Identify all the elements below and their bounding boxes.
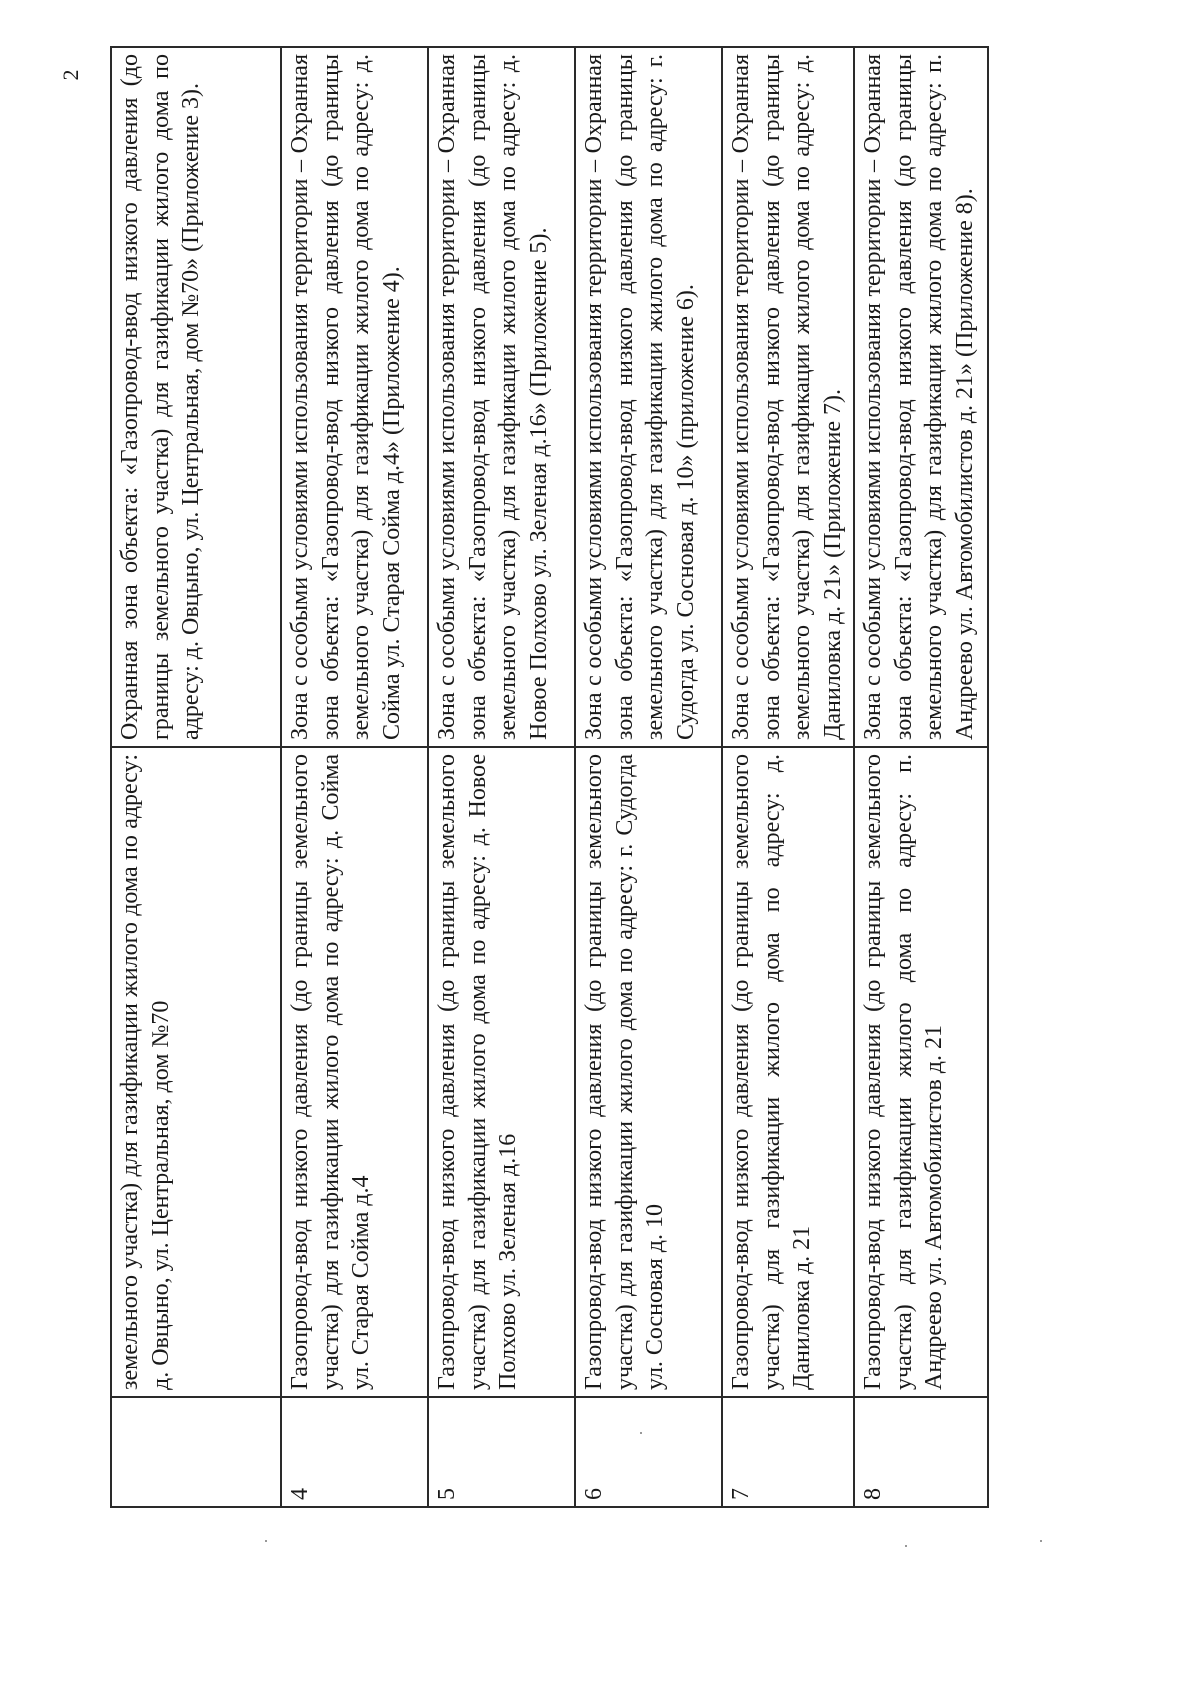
object-description: Газопровод-ввод низкого давления (до границы земельного участка) для газификации жилого дома по адресу: д. Сойма ул. Старая Сойма д.4 [281,747,428,1397]
object-description: Газопровод-ввод низкого давления (до границы земельного участка) для газификации жилого дома по адресу: д. Новое Полхово ул. Зеленая д.16 [428,747,575,1397]
protection-zone-description: Зона с особыми условиями использования территории – Охранная зона объекта: «Газопровод-ввод низкого давления (до границы земельного участка) для газификации жилого дома по адресу: д. Сойма ул. Старая Сойма д.4» (Приложение 4). [281,47,428,747]
protection-zone-description: Зона с особыми условиями использования территории – Охранная зона объекта: «Газопровод-ввод низкого давления (до границы земельного участка) для газификации жилого дома по адресу: д. Даниловка д. 21» (Приложение 7). [722,47,854,747]
table-row [854,47,988,1507]
row-number: 8 [854,1397,988,1507]
scan-speck [640,1432,642,1434]
row-number: 4 [281,1397,428,1507]
object-description: Газопровод-ввод низкого давления (до границы земельного участка) для газификации жилого дома по адресу: п. Андреево ул. Автомобилистов д. 21 [854,747,988,1397]
object-description: Газопровод-ввод низкого давления (до границы земельного участка) для газификации жилого дома по адресу: г. Судогда ул. Сосновая д. 10 [575,747,722,1397]
protection-zone-description: Зона с особыми условиями использования территории – Охранная зона объекта: «Газопровод-ввод низкого давления (до границы земельного участка) для газификации жилого дома по адресу: п. Андреево ул. Автомобилистов д. 21» (Приложение 8). [854,47,988,747]
row-number: 6 [575,1397,722,1507]
row-number: 7 [722,1397,854,1507]
table-row [281,47,428,1507]
table-row [428,47,575,1507]
row-number: 5 [428,1397,575,1507]
scan-speck [905,1545,907,1547]
object-description: земельного участка) для газификации жилого дома по адресу: д. Овцыно, ул. Центральная, дом №70 [111,747,281,1397]
protection-zone-description: Зона с особыми условиями использования территории – Охранная зона объекта: «Газопровод-ввод низкого давления (до границы земельного участка) для газификации жилого дома по адресу: д. Новое Полхово ул. Зеленая д.16» (Приложение 5). [428,47,575,747]
table-row [722,47,854,1507]
protection-zone-description: Охранная зона объекта: «Газопровод-ввод низкого давления (до границы земельного участка) для газификации жилого дома по адресу: д. Овцыно, ул. Центральная, дом №70» (Приложение 3). [111,47,281,747]
scan-speck [265,1540,267,1542]
table-row [575,47,722,1507]
object-description: Газопровод-ввод низкого давления (до границы земельного участка) для газификации жилого дома по адресу: д. Даниловка д. 21 [722,747,854,1397]
table-row [111,47,281,1507]
rotated-table-wrapper [110,48,980,1508]
row-number [111,1397,281,1507]
scan-speck [1040,1540,1042,1542]
page-number: 2 [58,69,83,81]
protection-zone-description: Зона с особыми условиями использования территории – Охранная зона объекта: «Газопровод-ввод низкого давления (до границы земельного участка) для газификации жилого дома по адресу: г. Судогда ул. Сосновая д. 10» (приложение 6). [575,47,722,747]
gas-pipeline-zones-table [110,46,989,1508]
